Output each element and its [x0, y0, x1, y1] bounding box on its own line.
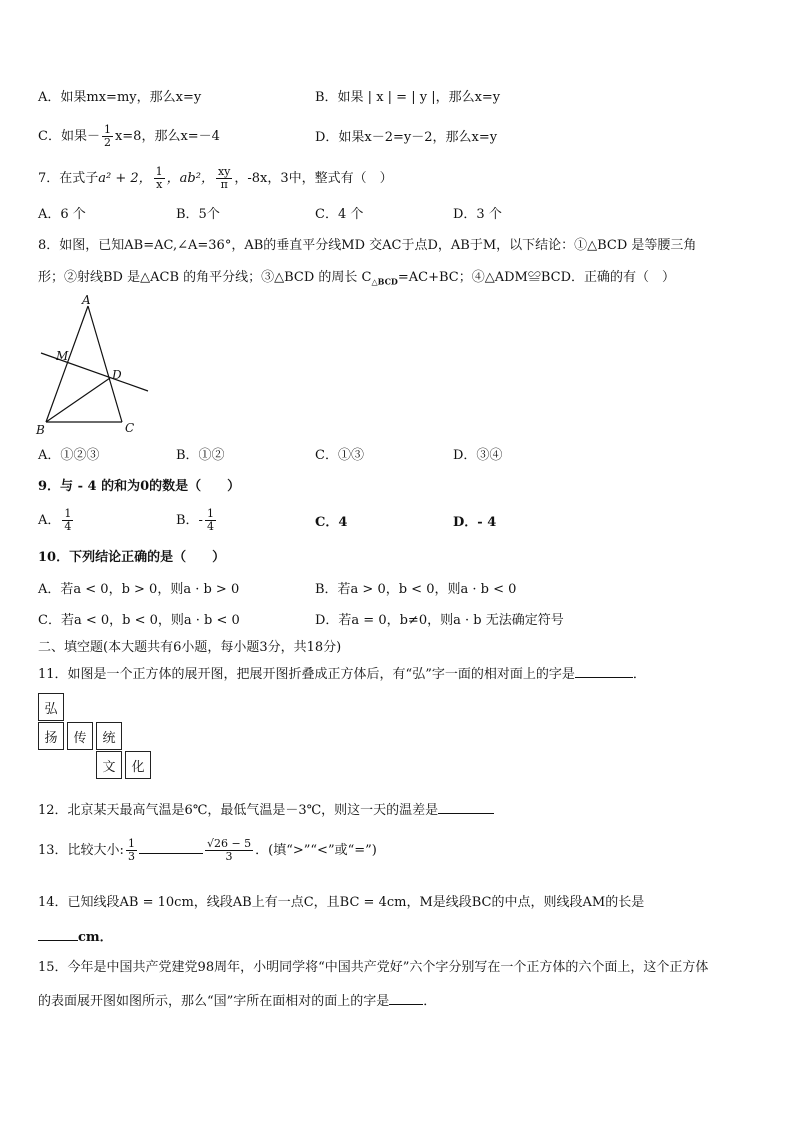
q7-option-c: C．4 个 [315, 207, 364, 222]
segment-bd [46, 378, 110, 422]
q7-stem [38, 166, 393, 191]
q9-option-a [38, 508, 75, 533]
fraction-denominator: 3 [127, 850, 135, 863]
net-cell-chuan: 传 [67, 722, 93, 750]
label-c: C [125, 421, 135, 435]
q14-stem-line1: 14．已知线段AB = 10cm，线段AB上有一点C，且BC = 4cm，M是线段BC的中点，则线段AM的长是 [38, 895, 645, 910]
fraction-denominator: π [220, 178, 228, 191]
net-cell-yang: 扬 [38, 722, 64, 750]
q11-stem-text: 11．如图是一个正方体的展开图，把展开图折叠成正方体后，有“弘”字一面的相对面上的字是 [38, 667, 575, 682]
q7-expr-1: a² + 2， [98, 171, 152, 186]
q7-option-d: D．3 个 [453, 207, 502, 222]
q6-option-b: B．如果 | x | = | y |，那么x=y [315, 90, 501, 105]
fraction-numerator: 1 [127, 837, 135, 850]
fraction-denominator: 2 [103, 136, 111, 149]
segment-ac [88, 306, 122, 422]
q8-stem-line1: 8．如图，已知AB=AC,∠A=36°，AB的垂直平分线MD 交AC于点D，AB于M，以下结论：①△BCD 是等腰三角 [38, 238, 697, 253]
q9-option-a-prefix: A． [38, 513, 61, 528]
q10-option-d: D．若a = 0，b≠0，则a · b 无法确定符号 [315, 613, 564, 628]
label-m: M [56, 349, 69, 363]
q13-prefix: 13．比较大小: [38, 843, 124, 858]
q15-answer-blank[interactable] [389, 990, 423, 1005]
q10-option-b: B．若a > 0，b < 0，则a · b < 0 [315, 582, 517, 597]
q6-option-c [38, 124, 220, 149]
q9-option-b [176, 508, 218, 533]
q6-option-c-suffix: x=8，那么x=－4 [114, 129, 220, 144]
q11-stem-end: ． [632, 667, 646, 682]
fraction-denominator: x [156, 178, 163, 191]
q6-option-c-prefix: C．如果－ [38, 129, 100, 144]
q9-option-b-fraction [205, 508, 216, 533]
fraction-denominator: 4 [206, 520, 214, 533]
q8-option-a: A．①②③ [38, 448, 100, 463]
q14-unit: cm． [78, 930, 113, 945]
label-b: B [36, 423, 45, 437]
q7-fraction-2 [216, 166, 232, 191]
q10-option-c: C．若a < 0，b < 0，则a · b < 0 [38, 613, 240, 628]
q7-expr-3: ，-8x，3中，整式有（ ） [234, 171, 393, 186]
q8-stem-line2 [38, 268, 675, 292]
q6-option-d: D．如果x－2=y－2，那么x=y [315, 130, 498, 145]
q13-fraction-left [126, 838, 137, 863]
q12-stem [38, 799, 494, 821]
q13-stem [38, 838, 377, 863]
fraction-numerator: xy [217, 165, 231, 178]
q15-stem-end: ． [423, 994, 437, 1009]
q8-subscript: △BCD [371, 276, 398, 287]
q11-cube-net [38, 693, 158, 785]
q15-stem-line2 [38, 990, 436, 1012]
q14-answer-blank[interactable] [38, 926, 78, 941]
q10-stem: 10．下列结论正确的是（ ） [38, 550, 226, 565]
q13-suffix: ．(填“>”“<”或“=”) [255, 843, 377, 858]
q9-option-b-prefix: B．- [176, 513, 203, 528]
fraction-numerator: √26 − 5 [206, 837, 252, 850]
q8-option-c: C．①③ [315, 448, 364, 463]
net-cell-tong: 统 [96, 722, 122, 750]
q6-option-a: A．如果mx=my，那么x=y [38, 90, 202, 105]
q13-answer-blank[interactable] [139, 839, 203, 854]
q15-stem-line2-text: 的表面展开图如图所示，那么“国”字所在面相对的面上的字是 [38, 994, 390, 1009]
q9-option-a-fraction [62, 508, 73, 533]
q8-triangle-figure [30, 292, 160, 437]
q9-option-d: D．- 4 [453, 515, 497, 530]
q10-option-a: A．若a < 0，b > 0，则a · b > 0 [38, 582, 240, 597]
fraction-numerator: 1 [206, 507, 214, 520]
q6-option-c-fraction [102, 124, 113, 149]
section-2-heading: 二、填空题(本大题共有6小题，每小题3分，共18分) [38, 640, 342, 655]
q15-stem-line1: 15．今年是中国共产党建党98周年，小明同学将“中国共产党好”六个字分别写在一个正方体的六个面上，这个正方体 [38, 960, 709, 975]
q9-option-c: C．4 [315, 515, 348, 530]
net-cell-hua: 化 [125, 751, 151, 779]
q14-stem-line2 [38, 926, 113, 948]
fraction-numerator: 1 [64, 507, 72, 520]
q7-stem-prefix: 7．在式子 [38, 171, 99, 186]
fraction-numerator: 1 [103, 123, 111, 136]
q7-option-a: A．6 个 [38, 207, 86, 222]
q11-answer-blank[interactable] [575, 663, 633, 678]
q8-stem-line2-suffix: =AC+BC；④△ADM≌BCD．正确的有（ ） [397, 270, 676, 285]
fraction-denominator: 3 [225, 850, 233, 863]
net-cell-wen: 文 [96, 751, 122, 779]
net-cell-hong: 弘 [38, 693, 64, 721]
q8-stem-line2-prefix: 形；②射线BD 是△ACB 的角平分线；③△BCD 的周长 C [38, 270, 372, 285]
q7-option-b: B．5个 [176, 207, 220, 222]
q13-fraction-right [205, 838, 253, 863]
q11-stem [38, 663, 646, 685]
q8-option-d: D．③④ [453, 448, 503, 463]
segment-ab [46, 306, 88, 422]
q12-stem-text: 12．北京某天最高气温是6℃，最低气温是－3℃，则这一天的温差是 [38, 803, 439, 818]
q7-expr-2: ，ab²， [166, 171, 214, 186]
q8-option-b: B．①② [176, 448, 225, 463]
fraction-denominator: 4 [64, 520, 72, 533]
label-d: D [112, 368, 122, 382]
q7-fraction-1 [154, 166, 165, 191]
label-a: A [82, 293, 91, 307]
q12-answer-blank[interactable] [438, 799, 494, 814]
q9-stem: 9．与 - 4 的和为0的数是（ ） [38, 479, 241, 494]
fraction-numerator: 1 [155, 165, 163, 178]
